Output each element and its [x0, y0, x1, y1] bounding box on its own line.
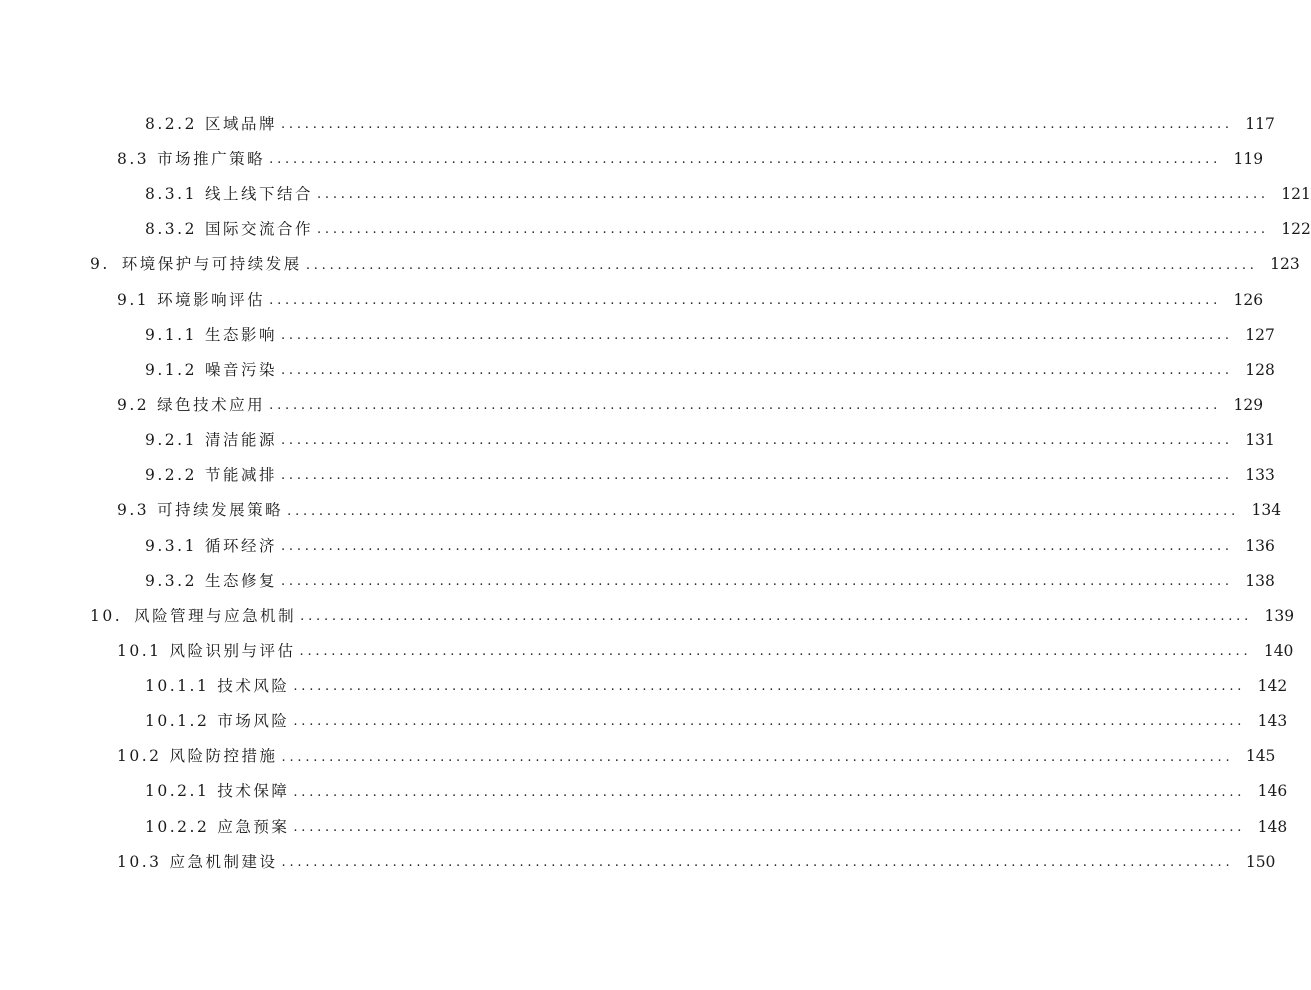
toc-entry-text	[117, 503, 283, 519]
toc-entry-text	[117, 749, 278, 765]
toc-entry[interactable]	[0, 740, 1276, 775]
toc-page-number: 140	[1263, 641, 1294, 660]
toc-entry[interactable]	[0, 599, 1295, 634]
dot-leader: ........................................................................................................................	[293, 819, 1246, 835]
toc-entry-number: 10.2	[117, 747, 162, 766]
toc-entry-number: 10.1.1	[145, 677, 210, 696]
toc-page-number: 145	[1245, 747, 1276, 766]
toc-entry-title: 节能减排	[204, 466, 277, 485]
toc-entry-title: 市场风险	[217, 712, 290, 731]
toc-page-number: 139	[1264, 606, 1295, 625]
toc-page-number: 129	[1233, 395, 1264, 414]
toc-entry-text	[145, 679, 289, 695]
toc-page-number: 150	[1245, 852, 1276, 871]
toc-entry-text	[145, 187, 313, 203]
toc-entry[interactable]	[0, 177, 1311, 212]
dot-leader: ........................................................................................................................	[299, 644, 1252, 660]
toc-entry-text	[145, 325, 277, 344]
toc-entry-number: 9.3	[117, 501, 150, 520]
toc-page-number: 119	[1233, 149, 1264, 168]
toc-entry-title: 环境保护与可持续发展	[121, 255, 302, 274]
toc-page-number: 143	[1257, 712, 1288, 731]
toc-entry-number: 9.2.2	[145, 466, 197, 485]
toc-entry-number: 9.1.1	[145, 325, 197, 344]
toc-page-number: 146	[1257, 782, 1288, 801]
toc-entry-text	[145, 114, 277, 133]
dot-leader: ........................................................................................................................	[269, 152, 1222, 168]
table-of-contents	[0, 107, 1311, 880]
dot-leader: ........................................................................................................................	[280, 433, 1233, 449]
toc-entry[interactable]	[0, 564, 1275, 599]
dot-leader: ........................................................................................................................	[300, 609, 1253, 625]
toc-entry[interactable]	[0, 248, 1300, 283]
toc-entry[interactable]	[0, 845, 1276, 880]
toc-entry-title: 线上线下结合	[204, 185, 313, 204]
toc-entry-number: 9.1.2	[145, 360, 197, 379]
toc-entry-title: 循环经济	[204, 536, 277, 555]
toc-entry[interactable]	[0, 353, 1275, 388]
toc-entry-title: 噪音污染	[204, 360, 277, 379]
toc-entry-text	[145, 433, 277, 449]
toc-entry-number: 10.	[90, 606, 123, 625]
toc-entry[interactable]	[0, 529, 1275, 564]
toc-entry-text	[145, 817, 290, 836]
dot-leader: ........................................................................................................................	[280, 363, 1233, 379]
toc-entry-text	[117, 852, 278, 871]
toc-entry-text	[117, 149, 266, 168]
dot-leader: ........................................................................................................................	[281, 749, 1234, 765]
toc-entry[interactable]	[0, 107, 1275, 142]
toc-page-number: 121	[1281, 185, 1311, 204]
toc-entry[interactable]	[0, 283, 1264, 318]
toc-entry-title: 风险防控措施	[169, 747, 278, 766]
toc-entry-title: 绿色技术应用	[157, 395, 266, 414]
toc-entry-title: 应急机制建设	[169, 852, 278, 871]
toc-page-number: 138	[1245, 571, 1275, 590]
dot-leader: ........................................................................................................................	[280, 538, 1233, 554]
toc-entry[interactable]	[0, 775, 1288, 810]
dot-leader: ........................................................................................................................	[269, 398, 1222, 414]
toc-entry[interactable]	[0, 634, 1294, 669]
toc-entry-title: 环境影响评估	[157, 290, 266, 309]
toc-page-number: 131	[1245, 431, 1275, 450]
toc-entry[interactable]	[0, 669, 1288, 704]
toc-entry-text	[145, 784, 289, 800]
toc-entry-text	[90, 606, 297, 625]
toc-entry-title: 生态修复	[204, 571, 277, 590]
dot-leader: ........................................................................................................................	[293, 784, 1246, 800]
toc-entry-title: 风险识别与评估	[169, 641, 296, 660]
toc-entry-text	[145, 360, 277, 379]
toc-entry[interactable]	[0, 142, 1264, 177]
toc-entry-number: 10.3	[117, 852, 162, 871]
toc-entry[interactable]	[0, 423, 1275, 458]
toc-entry-number: 9.3.1	[145, 536, 197, 555]
dot-leader: ........................................................................................................................	[280, 468, 1233, 484]
toc-entry-title: 技术保障	[217, 782, 290, 801]
dot-leader: ........................................................................................................................	[280, 573, 1233, 589]
toc-page-number: 128	[1245, 360, 1275, 379]
toc-page-number: 136	[1245, 536, 1275, 555]
dot-leader: ........................................................................................................................	[293, 714, 1246, 730]
toc-page-number: 122	[1281, 220, 1311, 239]
toc-entry-number: 9.1	[117, 290, 150, 309]
toc-entry-number: 9.3.2	[145, 571, 197, 590]
toc-entry-text	[145, 571, 277, 590]
toc-entry-number: 8.3.1	[145, 185, 197, 204]
toc-entry-title: 生态影响	[204, 325, 277, 344]
toc-entry[interactable]	[0, 494, 1282, 529]
toc-entry-text	[117, 641, 296, 660]
dot-leader: ........................................................................................................................	[316, 222, 1269, 238]
toc-entry-number: 8.3	[117, 149, 150, 168]
dot-leader: ........................................................................................................................	[287, 503, 1240, 519]
toc-entry[interactable]	[0, 212, 1311, 247]
toc-entry-number: 9.2.1	[145, 431, 197, 450]
toc-entry-text	[145, 714, 289, 730]
toc-entry-text	[145, 536, 277, 555]
toc-entry[interactable]	[0, 318, 1275, 353]
toc-entry[interactable]	[0, 704, 1288, 739]
toc-entry-title: 应急预案	[217, 817, 290, 836]
toc-entry-title: 风险管理与应急机制	[134, 606, 297, 625]
toc-entry-title: 清洁能源	[204, 431, 277, 450]
toc-entry[interactable]	[0, 458, 1275, 493]
toc-entry-number: 10.2.1	[145, 782, 210, 801]
toc-entry-title: 国际交流合作	[204, 220, 313, 239]
toc-entry-number: 10.2.2	[145, 817, 210, 836]
toc-entry-number: 10.1	[117, 641, 162, 660]
toc-page-number: 126	[1233, 290, 1264, 309]
toc-entry-number: 9.	[90, 255, 110, 274]
dot-leader: ........................................................................................................................	[281, 855, 1234, 871]
toc-entry-title: 区域品牌	[204, 114, 277, 133]
dot-leader: ........................................................................................................................	[280, 117, 1233, 133]
dot-leader: ........................................................................................................................	[293, 679, 1246, 695]
dot-leader: ........................................................................................................................	[280, 327, 1233, 343]
toc-entry-number: 8.2.2	[145, 114, 197, 133]
toc-entry-number: 9.2	[117, 395, 150, 414]
toc-entry-title: 市场推广策略	[157, 149, 266, 168]
toc-page-number: 117	[1245, 114, 1275, 133]
toc-page-number: 142	[1257, 677, 1288, 696]
toc-page-number: 127	[1245, 325, 1275, 344]
dot-leader: ........................................................................................................................	[305, 257, 1258, 273]
toc-entry-number: 10.1.2	[145, 712, 210, 731]
toc-entry-text	[117, 290, 266, 309]
toc-page-number: 134	[1251, 501, 1282, 520]
toc-page-number: 148	[1257, 817, 1288, 836]
toc-entry-text	[145, 468, 277, 484]
toc-entry-text	[145, 222, 313, 238]
dot-leader: ........................................................................................................................	[269, 292, 1222, 308]
dot-leader: ........................................................................................................................	[316, 187, 1269, 203]
toc-entry[interactable]	[0, 810, 1288, 845]
toc-page-number: 133	[1245, 466, 1275, 485]
toc-entry-title: 技术风险	[217, 677, 290, 696]
toc-entry-text	[117, 395, 266, 414]
toc-entry-number: 8.3.2	[145, 220, 197, 239]
toc-entry[interactable]	[0, 388, 1264, 423]
toc-page-number: 123	[1270, 255, 1300, 274]
toc-entry-title: 可持续发展策略	[157, 501, 284, 520]
toc-entry-text	[90, 257, 302, 273]
